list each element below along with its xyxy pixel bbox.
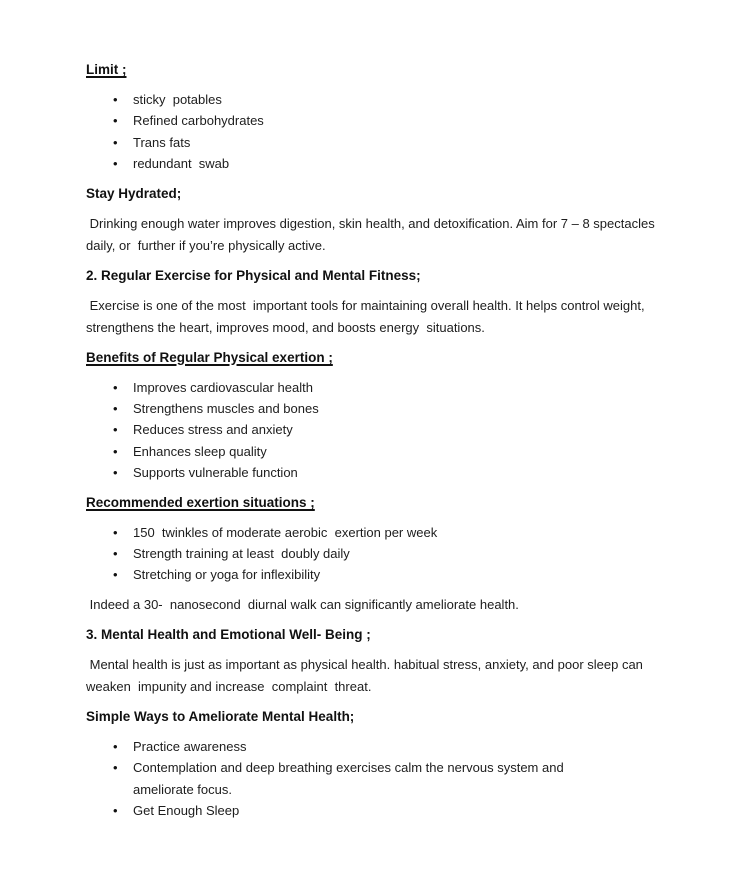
list-item bbox=[86, 419, 626, 440]
bullet-icon: • bbox=[113, 134, 118, 150]
list-item bbox=[86, 377, 626, 398]
document-content bbox=[86, 59, 659, 822]
heading-recommended: Recommended exertion situations ; bbox=[86, 494, 315, 510]
list-item bbox=[86, 757, 626, 800]
benefits-bullet-list bbox=[86, 377, 656, 484]
list-item bbox=[86, 398, 626, 419]
list-item bbox=[86, 89, 626, 110]
list-item-text: Supports vulnerable function bbox=[133, 465, 298, 481]
list-item-text: Enhances sleep quality bbox=[133, 443, 267, 459]
recommended-bullet-list bbox=[86, 522, 656, 586]
bullet-icon: • bbox=[113, 379, 118, 395]
bullet-icon: • bbox=[113, 92, 118, 107]
list-item-text: Contemplation and deep breathing exercises calm the nervous system and ameliorate focus. bbox=[133, 760, 568, 797]
bullet-icon: • bbox=[113, 760, 118, 776]
list-item-text: redundant swab bbox=[133, 156, 230, 172]
bullet-icon: • bbox=[113, 113, 118, 129]
bullet-icon: • bbox=[113, 422, 118, 438]
list-item bbox=[86, 543, 626, 564]
bullet-icon: • bbox=[113, 567, 118, 583]
list-item-text: Improves cardiovascular health bbox=[133, 379, 313, 395]
list-item bbox=[86, 564, 626, 585]
heading-limit: Limit ; bbox=[86, 62, 127, 77]
limit-bullet-list bbox=[86, 89, 656, 175]
heading-simple-ways: Simple Ways to Ameliorate Mental Health; bbox=[86, 708, 355, 724]
list-item bbox=[86, 153, 626, 174]
heading-stay-hydrated: Stay Hydrated; bbox=[86, 185, 182, 201]
list-item bbox=[86, 110, 626, 131]
paragraph-hydration: Drinking enough water improves digestion, skin health, and detoxification. Aim for 7 – 8 spectacles daily, or further if you’re physically active. bbox=[86, 215, 659, 253]
list-item-text: Get Enough Sleep bbox=[133, 803, 240, 819]
bullet-icon: • bbox=[113, 546, 118, 562]
list-item-text: Strength training at least doubly daily bbox=[133, 546, 350, 562]
list-item-text: Reduces stress and anxiety bbox=[133, 422, 293, 438]
paragraph-exercise: Exercise is one of the most important tools for maintaining overall health. It helps control weight, strengthens the heart, improves mood, and boosts energy situations. bbox=[86, 297, 649, 335]
list-item bbox=[86, 441, 626, 462]
bullet-icon: • bbox=[113, 156, 118, 172]
list-item-text: Stretching or yoga for inflexibility bbox=[133, 567, 321, 583]
list-item bbox=[86, 800, 626, 821]
list-item bbox=[86, 462, 626, 483]
list-item-text: Practice awareness bbox=[133, 738, 247, 754]
bullet-icon: • bbox=[113, 803, 118, 819]
bullet-icon: • bbox=[113, 443, 118, 459]
list-item bbox=[86, 736, 626, 757]
bullet-icon: • bbox=[113, 401, 118, 417]
list-item-text: Refined carbohydrates bbox=[133, 113, 264, 129]
bullet-icon: • bbox=[113, 738, 118, 754]
list-item bbox=[86, 132, 626, 153]
heading-regular-exercise: 2. Regular Exercise for Physical and Mental Fitness; bbox=[86, 267, 421, 283]
list-item-text: sticky potables bbox=[133, 92, 222, 107]
list-item-text: Strengthens muscles and bones bbox=[133, 401, 319, 417]
bullet-icon: • bbox=[113, 465, 118, 481]
bullet-icon: • bbox=[113, 524, 118, 540]
heading-mental-health: 3. Mental Health and Emotional Well- Being ; bbox=[86, 626, 371, 642]
list-item-text: Trans fats bbox=[133, 134, 191, 150]
list-item-text: 150 twinkles of moderate aerobic exertion per week bbox=[133, 524, 438, 540]
heading-benefits: Benefits of Regular Physical exertion ; bbox=[86, 349, 333, 365]
simple-ways-bullet-list bbox=[86, 736, 656, 822]
paragraph-mental-health: Mental health is just as important as physical health. habitual stress, anxiety, and poor sleep can weaken impunity and increase complaint threat. bbox=[86, 656, 647, 694]
paragraph-walk-note: Indeed a 30- nanosecond diurnal walk can significantly ameliorate health. bbox=[86, 596, 519, 612]
list-item bbox=[86, 522, 626, 543]
